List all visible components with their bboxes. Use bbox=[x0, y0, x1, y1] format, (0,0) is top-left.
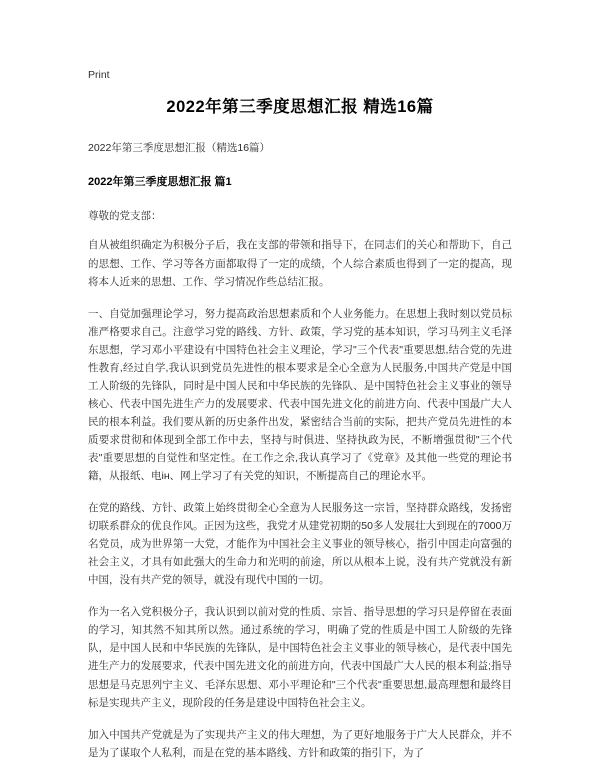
paragraph: 作为一名入党积极分子，我认识到以前对党的性质、宗旨、指导思想的学习只是停留在表面的学习，知其然不知其所以然。通过系统的学习，明确了党的性质是中国工人阶级的先锋队，是中国人民和中华民族的先锋队，是中国特色社会主义事业的领导核心，是代表中国先进生产力的发展要求，代表中国先进文化的前进方向，代表中国最广大人民的根本利益;指导思想是马克思列宁主义、毛泽东思想、邓小平理论和"三个代表"重要思想,最高理想和最终目标是实现共产主义，现阶段的任务是建设中国特色社会主义。 bbox=[88, 606, 512, 709]
paragraph: 加入中国共产党就是为了实现共产主义的伟大理想，为了更好地服务于广大人民群众，并不是为了谋取个人私利，而是在党的基本路线、方针和政策的指引下，为了 bbox=[88, 728, 512, 759]
document-subtitle: 2022年第三季度思想汇报（精选16篇） bbox=[88, 142, 271, 155]
page-title: 2022年第三季度思想汇报 精选16篇 bbox=[166, 98, 434, 116]
paragraph: 自从被组织确定为积极分子后，我在支部的带领和指导下，在同志们的关心和帮助下，自己的思想、工作、学习等各方面都取得了一定的成绩，个人综合素质也得到了一定的提高，现将本人近来的思想、工作、学习情况作些总结汇报。 bbox=[88, 239, 512, 288]
salutation: 尊敬的党支部： bbox=[88, 209, 162, 222]
paragraph: 在党的路线、方针、政策上始终贯彻全心全意为人民服务这一宗旨，坚持群众路线，发扬密切联系群众的优良作风。正因为这些，我党才从建党初期的50多人发展壮大到现在的7000万名党员，成为世界第一大党，才能作为中国社会主义事业的领导核心，指引中国走向富强的社会主义，才具有如此强大的生命力和光明的前途，所以从根本上说，没有共产党就没有新中国，没有共产党的领导，就没有现代中国的一切。 bbox=[88, 502, 512, 587]
section-heading: 2022年第三季度思想汇报 篇1 bbox=[88, 176, 232, 189]
paragraph: 一、自觉加强理论学习，努力提高政治思想素质和个人业务能力。在思想上我时刻以党员标准严格要求自己。注意学习党的路线、方针、政策，学习党的基本知识，学习马列主义毛泽东思想，学习邓小平建设有中国特色社会主义理论，学习"三个代表"重要思想,结合党的先进性教育,经过自学,我认识到党员先进性的根本要求是全心全意为人民服务,中国共产党是中国工人阶级的先锋队，同时是中国人民和中华民族的先锋队、是中国特色社会主义事业的领导核心、代表中国先进生产力的发展要求、代表中国先进文化的前进方向、代表中国最广大人民的根本利益。我们要从新的历史条件出发，紧密结合当前的实际，把共产党员先进性的本质要求贯彻和体现到全部工作中去，坚持与时俱进、坚持执政为民，不断增强贯彻"三个代表"重要思想的自觉性和坚定性。在工作之余,我认真学习了《党章》及其他一些党的理论书籍，从报纸、电ін、网上学习了有关党的知识，不断提高自己的理论水平。 bbox=[88, 307, 512, 483]
print-button[interactable]: Print bbox=[88, 69, 110, 81]
